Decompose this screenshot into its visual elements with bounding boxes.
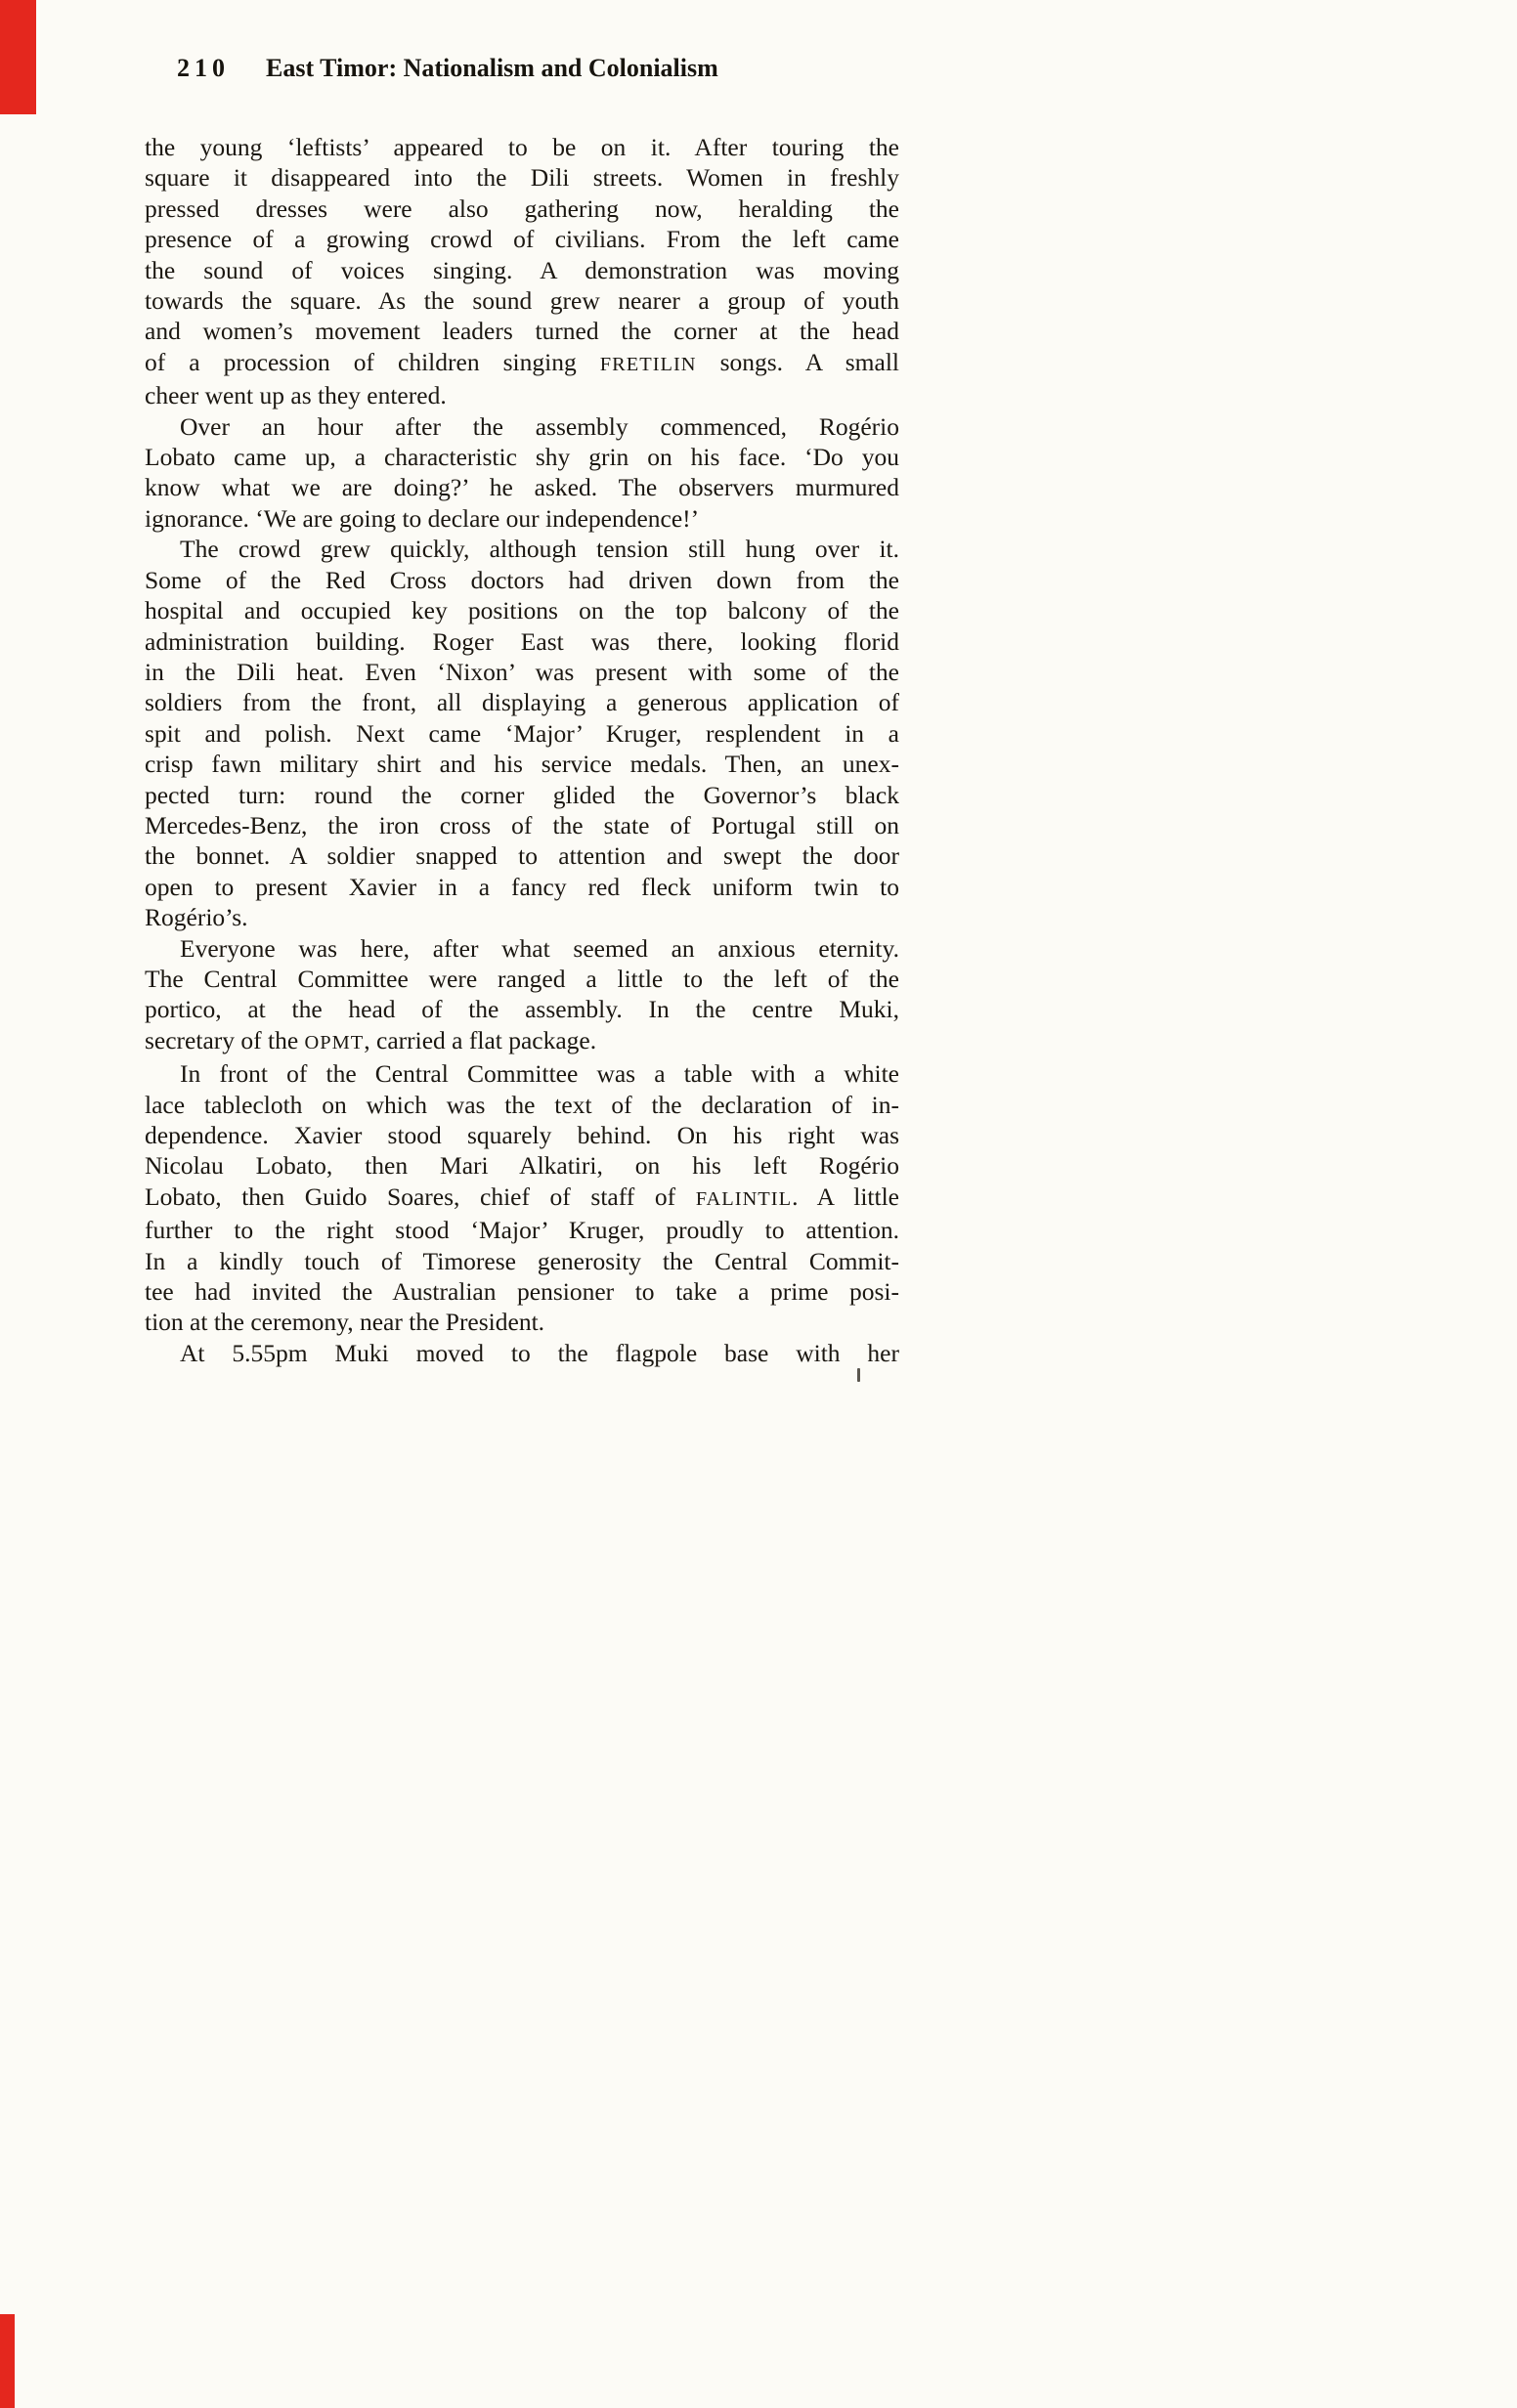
red-cover-edge-top <box>0 0 36 114</box>
smallcaps-acronym: FRETILIN <box>599 353 697 375</box>
text-line: The crowd grew quickly, although tension still hung over it. <box>180 535 899 564</box>
paragraph <box>145 1338 899 1368</box>
text-line: Some of the Red Cross doctors had driven down from the <box>145 565 899 594</box>
text-line: spit and polish. Next came ‘Major’ Kruger, resplendent in a <box>145 718 899 748</box>
paragraph <box>145 1058 899 1338</box>
text-line: tee had invited the Australian pensioner to take a prime posi- <box>145 1277 899 1307</box>
text-line: of a procession of children singing FRETILIN songs. A small <box>145 347 899 376</box>
text-line: presence of a growing crowd of civilians. From the left came <box>145 225 899 254</box>
paragraph <box>145 411 899 535</box>
text-block <box>145 132 899 1368</box>
text-line: Lobato, then Guido Soares, chief of staff of FALINTIL. A little <box>145 1182 899 1211</box>
text-line: cheer went up as they entered. <box>145 381 447 410</box>
text-line: secretary of the OPMT, carried a flat package. <box>145 1025 597 1054</box>
text-line: dependence. Xavier stood squarely behind. On his right was <box>145 1121 899 1149</box>
smallcaps-acronym: OPMT <box>304 1031 365 1054</box>
text-line: In a kindly touch of Timorese generosity the Central Commit- <box>145 1246 899 1275</box>
text-line: open to present Xavier in a fancy red fleck uniform twin to <box>145 872 899 901</box>
running-header <box>177 54 718 83</box>
text-line: Mercedes-Benz, the iron cross of the state of Portugal still on <box>145 810 899 839</box>
text-line: crisp fawn military shirt and his service medals. Then, an unex- <box>145 750 899 779</box>
text-line: soldiers from the front, all displaying a generous application of <box>145 688 899 717</box>
text-line: The Central Committee were ranged a little to the left of the <box>145 964 899 993</box>
text-line: Rogério’s. <box>145 903 248 932</box>
text-line: the sound of voices singing. A demonstration was moving <box>145 255 899 284</box>
text-line: know what we are doing?’ he asked. The observers murmured <box>145 473 899 502</box>
scan-artifact-mark <box>857 1368 860 1382</box>
text-line: pressed dresses were also gathering now, heralding the <box>145 194 899 223</box>
paragraph <box>145 534 899 932</box>
text-line: and women’s movement leaders turned the corner at the head <box>145 317 899 346</box>
text-line: further to the right stood ‘Major’ Kruger, proudly to attention. <box>145 1216 899 1245</box>
running-header-title: East Timor: Nationalism and Colonialism <box>266 54 718 82</box>
text-line: tion at the ceremony, near the President. <box>145 1308 545 1337</box>
text-line: towards the square. As the sound grew nearer a group of youth <box>145 286 899 316</box>
paragraph <box>145 132 899 411</box>
text-line: Everyone was here, after what seemed an anxious eternity. <box>180 933 899 963</box>
text-line: portico, at the head of the assembly. In the centre Muki, <box>145 995 899 1024</box>
text-line: administration building. Roger East was there, looking florid <box>145 626 899 656</box>
text-line: Lobato came up, a characteristic shy grin on his face. ‘Do you <box>145 443 899 472</box>
text-line: At 5.55pm Muki moved to the flagpole base with her <box>180 1338 899 1367</box>
text-line: Over an hour after the assembly commenced, Rogério <box>180 411 899 441</box>
text-line: the young ‘leftists’ appeared to be on it. After touring the <box>145 133 899 161</box>
text-line: in the Dili heat. Even ‘Nixon’ was present with some of the <box>145 657 899 686</box>
text-line: lace tablecloth on which was the text of the declaration of in- <box>145 1090 899 1119</box>
page-number: 210 <box>177 54 230 82</box>
text-line: ignorance. ‘We are going to declare our independence!’ <box>145 503 700 533</box>
text-line: pected turn: round the corner glided the Governor’s black <box>145 780 899 809</box>
text-line: Nicolau Lobato, then Mari Alkatiri, on his left Rogério <box>145 1151 899 1181</box>
text-line: In front of the Central Committee was a table with a white <box>180 1059 899 1089</box>
smallcaps-acronym: FALINTIL <box>695 1187 793 1210</box>
text-line: the bonnet. A soldier snapped to attention and swept the door <box>145 841 899 871</box>
paragraph <box>145 933 899 1059</box>
red-cover-edge-bottom <box>0 2314 15 2408</box>
text-line: square it disappeared into the Dili streets. Women in freshly <box>145 163 899 193</box>
text-line: hospital and occupied key positions on the top balcony of the <box>145 596 899 625</box>
